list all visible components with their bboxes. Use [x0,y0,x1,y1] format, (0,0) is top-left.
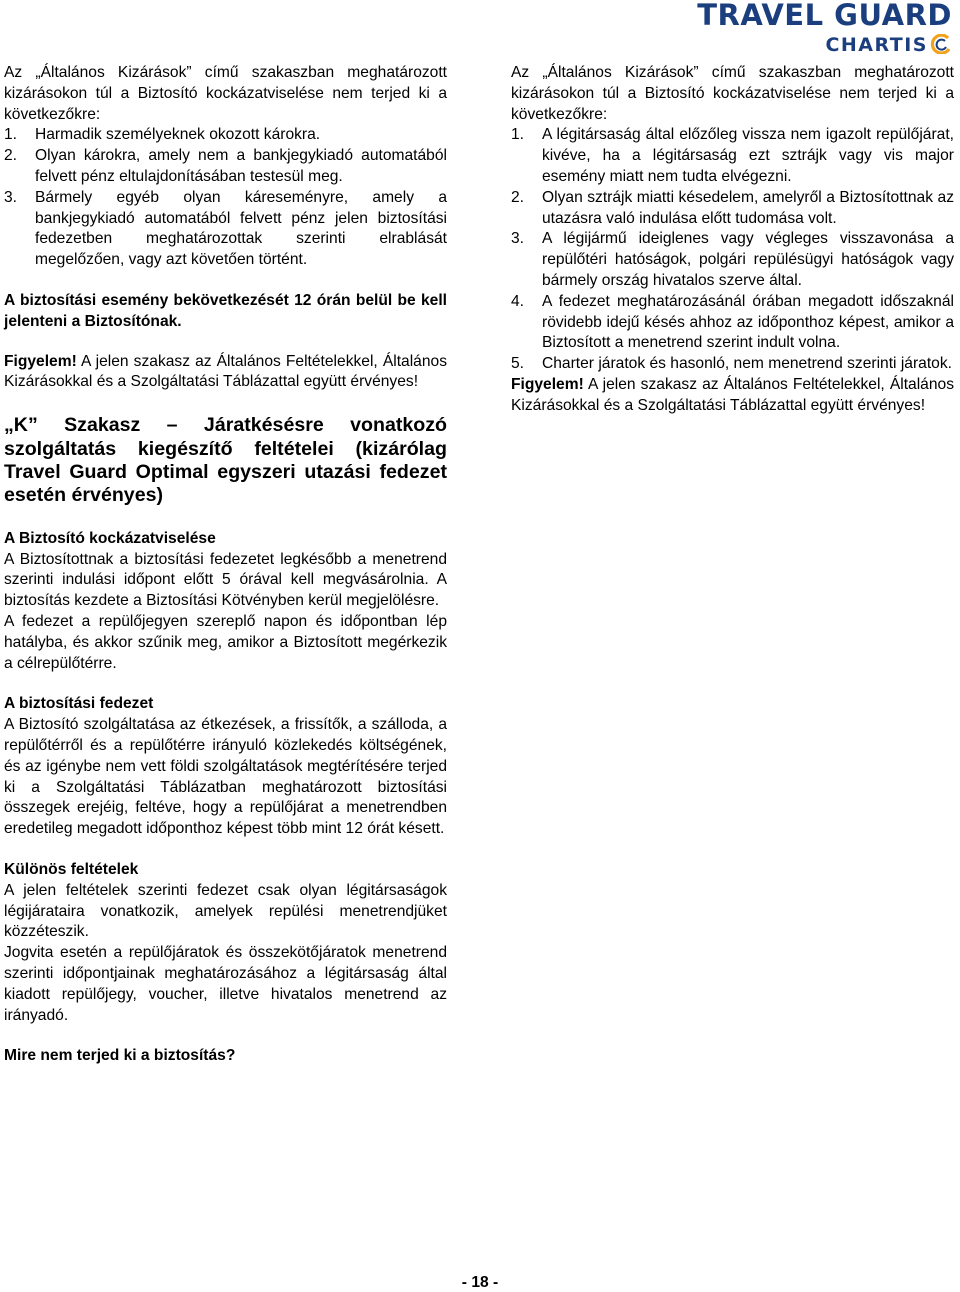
right-warning [511,375,954,417]
left-list-item-1 [4,125,447,146]
special-heading: Különös feltételek [4,860,139,878]
right-list-item-4 [511,292,954,354]
list-text: A fedezet meghatározásánál órában megadott időszaknál rövidebb idejű késés ahhoz az időponthoz képest, amikor a Biztosított a menetrend szerint indult volna. [542,292,954,352]
section-k-title: „K” Szakasz – Járatkésésre vonatkozó szolgáltatás kiegészítő feltételei (kizárólag Travel Guard Optimal egyszeri utazási fedezet esetén érvényes) [4,414,447,507]
cover-paragraph: A Biztosító szolgáltatása az étkezések, a frissítők, a szálloda, a repülőtérről és a repülőtérre irányuló közlekedés költségének, és az igénybe nem vett földi szolgáltatások megtérítésére terjed ki a Szolgáltatási Táblázatban meghatározott biztosítási összegek erejéig, feltéve, hogy a repülőjárat a menetrendben eredetileg megadott időponthoz képest több mint 12 órát késett. [4,716,447,838]
list-text: Bármely egyéb olyan káreseményre, amely a bankjegykiadó automatából felvett pénz jelen biztosítási fedezetben meghatározottak szerinti elrablását megelőzően, vagy azt követően történt. [35,188,447,269]
left-column [4,63,447,1067]
risk-paragraph-1: A Biztosítottnak a biztosítási fedezetet legkésőbb a menetrend szerinti indulási időpont előtt 5 órával kell megvásárolnia. A biztosítás kezdete a Biztosítási Kötvényben kerül megjelölésre. [4,550,447,610]
list-text: A légijármű ideiglenes vagy végleges visszavonása a repülőtéri hatóságok, polgári repülésügyi hatóságok vagy bármely ország hivatalos szerve által. [542,230,954,289]
left-list-item-2 [4,146,447,188]
left-warning [4,352,447,394]
list-number: 2. [511,188,525,206]
list-number: 1. [511,126,525,144]
logo-wordmark: TRAVEL GUARD [697,0,952,32]
list-number: 3. [511,230,525,248]
warning-text: A jelen szakasz az Általános Feltételekkel, Általános Kizárásokkal és a Szolgáltatási Táblázattal együtt érvényes! [4,352,447,391]
logo-subbrand [697,34,952,56]
list-number: 5. [511,355,525,373]
right-intro: Az „Általános Kizárások” című szakaszban meghatározott kizárásokon túl a Biztosító kockázatviselése nem terjed ki a következőkre: [511,64,954,123]
right-column [511,63,954,417]
reporting-notice: A biztosítási esemény bekövetkezését 12 órán belül be kell jelenteni a Biztosítónak. [4,291,447,330]
cover-heading: A biztosítási fedezet [4,695,154,713]
warning-text: A jelen szakasz az Általános Feltételekkel, Általános Kizárásokkal és a Szolgáltatási Táblázattal együtt érvényes! [511,375,954,414]
right-list-item-5 [511,354,954,375]
list-number: 4. [511,292,525,310]
risk-paragraph-2: A fedezet a repülőjegyen szereplő napon és időpontban lép hatályba, és akkor szűnik meg, amikor a Biztosított megérkezik a célrepülőtérre. [4,612,447,672]
list-number: 3. [4,188,18,206]
special-paragraph-1: A jelen feltételek szerinti fedezet csak olyan légitársaságok légijárataira vonatkozik, amelyek repülési menetrendjüket közzéteszik. [4,881,447,941]
page-number: - 18 - [461,1274,499,1291]
logo-subbrand-text: CHARTIS [825,34,928,56]
risk-heading: A Biztosító kockázatviselése [4,529,216,547]
list-number: 1. [4,126,18,144]
left-list-item-3 [4,188,447,271]
list-text: Charter járatok és hasonló, nem menetrend szerinti járatok. [542,355,952,373]
warning-label: Figyelem! [4,352,77,370]
special-paragraph-2: Jogvita esetén a repülőjáratok és összekötőjáratok menetrend szerinti időpontjainak meghatározásához a légitársaság által kiadott repülőjegy, voucher, illetve hivatalos menetrend az irányadó. [4,944,447,1024]
list-number: 2. [4,147,18,165]
left-intro: Az „Általános Kizárások” című szakaszban meghatározott kizárásokon túl a Biztosító kockázatviselése nem terjed ki a következőkre: [4,64,447,123]
list-text: Olyan sztrájk miatti késedelem, amelyről a Biztosítottnak az utazásra való indulása előtt tudomása volt. [542,188,954,227]
list-text: A légitársaság által előzőleg vissza nem igazolt repülőjárat, kivéve, ha a légitársaság ezt sztrájk vagy vis major esemény miatt nem tudta elvégezni. [542,126,954,185]
right-list-item-1 [511,125,954,187]
right-list-item-3 [511,229,954,291]
right-list-item-2 [511,188,954,230]
warning-label: Figyelem! [511,375,584,393]
travel-guard-logo [697,0,952,56]
not-covered-heading: Mire nem terjed ki a biztosítás? [4,1047,236,1065]
list-text: Harmadik személyeknek okozott károkra. [35,126,321,144]
list-text: Olyan károkra, amely nem a bankjegykiadó automatából felvett pénz eltulajdonításában testesül meg. [35,147,447,185]
chartis-swirl-icon [930,34,952,54]
